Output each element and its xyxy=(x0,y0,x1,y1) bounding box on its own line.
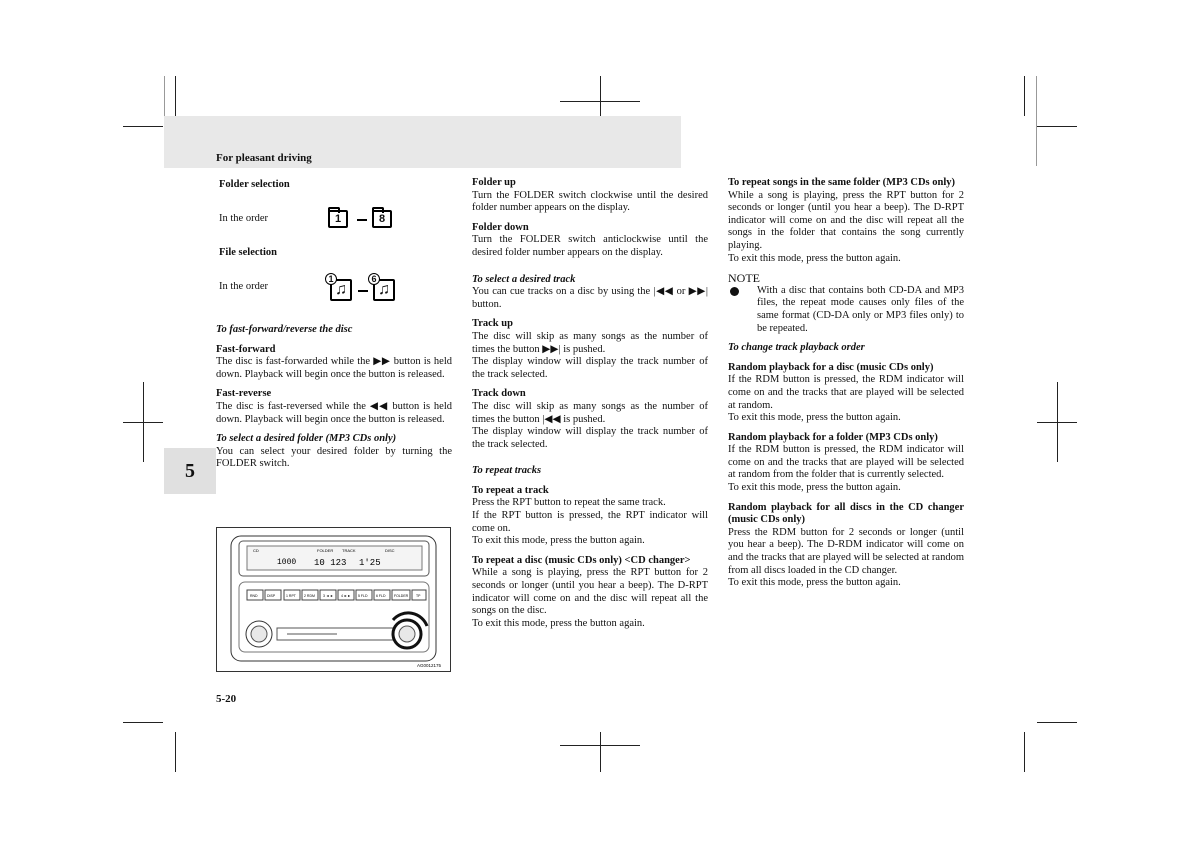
label-folder: FOLDER xyxy=(317,548,334,553)
folder-title: To select a desired folder (MP3 CDs only) xyxy=(216,433,397,445)
radio-figure xyxy=(216,527,451,672)
order-title: To change track playback order xyxy=(728,342,865,354)
svg-text:5 FLD: 5 FLD xyxy=(358,594,368,598)
rewind-icon: ◀◀ xyxy=(369,400,389,412)
folder-selection-heading: Folder selection xyxy=(219,179,290,190)
svg-text:6 FLD: 6 FLD xyxy=(376,594,386,598)
svg-text:1 RPT: 1 RPT xyxy=(286,594,296,598)
section-title: For pleasant driving xyxy=(216,152,312,164)
svg-text:4 ►►: 4 ►► xyxy=(341,594,351,598)
track-up-heading: Track up xyxy=(472,318,513,330)
svg-text:2 RDM: 2 RDM xyxy=(304,594,315,598)
previous-track-icon: |◀◀ xyxy=(542,413,561,425)
rdm-disc-text: If the RDM button is pressed, the RDM indicator will come on and the tracks that are played will be selected at random. To exit this mode, press the button again. xyxy=(728,374,964,424)
music-file-icon: ♫ xyxy=(373,279,395,301)
repeat-folder-text: While a song is playing, press the RPT button for 2 seconds or longer (until you hear a beep). The D-RPT indicator will come on and the disc will repeat all the songs in the folder that contains the song currently playing. To exit this mode, press the button again. xyxy=(728,189,964,264)
svg-text:3 ◄◄: 3 ◄◄ xyxy=(323,594,333,598)
rdm-disc-heading: Random playback for a disc (music CDs only) xyxy=(728,361,934,373)
right-column-text xyxy=(728,177,964,590)
middle-column-text xyxy=(472,177,708,630)
svg-text:DISP: DISP xyxy=(267,594,276,598)
repeat-track-text: Press the RPT button to repeat the same track. If the RPT button is pressed, the RPT indicator will come on. To exit this mode, press the button again. xyxy=(472,497,708,547)
svg-text:RND: RND xyxy=(250,594,258,598)
note-item xyxy=(728,285,964,335)
dash-icon xyxy=(358,290,368,292)
ff-text: The disc is fast-forwarded while the ▶▶ button is held down. Playback will begin once the button is released. xyxy=(216,356,453,380)
folder-icon: 8 xyxy=(372,210,392,228)
radio-buttons xyxy=(247,590,426,600)
left-column-text xyxy=(216,324,452,471)
file-selection-label: In the order xyxy=(219,281,268,292)
file-number-badge: 6 xyxy=(368,273,380,285)
fr-heading: Fast-reverse xyxy=(216,388,272,400)
repeat-disc-heading: To repeat a disc (music CDs only) <CD changer> xyxy=(472,554,691,566)
svg-text:FOLDER: FOLDER xyxy=(394,594,409,598)
next-track-icon: ▶▶| xyxy=(688,286,708,298)
svg-text:TP: TP xyxy=(416,594,421,598)
label-disc: DISC xyxy=(385,548,395,553)
folder-text: You can select your desired folder by turning the FOLDER switch. xyxy=(216,445,452,470)
fast-forward-icon: ▶▶ xyxy=(373,356,391,368)
track-down-text: The disc will skip as many songs as the number of times the button |◀◀ is pushed. xyxy=(472,400,708,425)
dash-icon xyxy=(357,219,367,221)
note-text: With a disc that contains both CD-DA and MP3 files, the repeat mode causes only files of the same format (CD-DA only or MP3 files only) to be repeated. xyxy=(757,284,964,334)
folder-up-text: Turn the FOLDER switch clockwise until the desired folder number appears on the display. xyxy=(472,189,708,214)
track-up-text: The disc will skip as many songs as the number of times the button ▶▶| is pushed. xyxy=(472,330,708,355)
previous-track-icon: |◀◀ xyxy=(653,286,674,298)
rdm-all-text: Press the RDM button for 2 seconds or longer (until you hear a beep). The D-RDM indicator will come on and the tracks that are played will be selected at random from all discs loaded in the CD changer. To exit this mode, press the button again. xyxy=(728,526,964,589)
file-number-badge: 1 xyxy=(325,273,337,285)
track-text: You can cue tracks on a disc by using the |◀◀ or ▶▶| button. xyxy=(472,286,708,310)
fr-text: The disc is fast-reversed while the ◀◀ button is held down. Playback will begin once the button is released. xyxy=(216,400,453,425)
folder-icon: 1 xyxy=(328,210,348,228)
ff-title: To fast-forward/reverse the disc xyxy=(216,324,353,335)
bullet-icon xyxy=(730,287,739,296)
label-track: TRACK xyxy=(342,548,356,553)
figure-caption: AG0012175 xyxy=(417,663,442,668)
folder-down-text: Turn the FOLDER switch anticlockwise until the desired folder number appears on the display. xyxy=(472,234,708,258)
track-down-heading: Track down xyxy=(472,388,526,400)
track-down-text-2: The display window will display the track number of the track selected. xyxy=(472,426,708,450)
music-file-icon: ♫ xyxy=(330,279,352,301)
folder-up-heading: Folder up xyxy=(472,177,516,188)
folder-selection-label: In the order xyxy=(219,213,268,224)
radio-illustration xyxy=(217,528,450,671)
repeat-title: To repeat tracks xyxy=(472,465,542,477)
page-number: 5-20 xyxy=(216,693,237,705)
label-cd: CD xyxy=(253,548,259,553)
rdm-folder-heading: Random playback for a folder (MP3 CDs only) xyxy=(728,431,938,443)
track-title: To select a desired track xyxy=(472,273,576,285)
track-up-text-2: The display window will display the track number of the track selected. xyxy=(472,356,708,380)
display-track: 10 123 xyxy=(314,558,347,568)
repeat-disc-text: While a song is playing, press the RPT button for 2 seconds or longer (until you hear a beep). The D-RPT indicator will come on and the disc will repeat all the songs on the disc. To exit this mode, press the button again. xyxy=(472,567,708,629)
note-heading: NOTE xyxy=(728,271,760,286)
display-value: 1000 xyxy=(277,558,297,567)
next-track-icon: ▶▶| xyxy=(542,343,561,355)
ff-heading: Fast-forward xyxy=(216,343,276,355)
repeat-track-heading: To repeat a track xyxy=(472,484,549,496)
rdm-folder-text: If the RDM button is pressed, the RDM indicator will come on and the tracks that are played will be selected at random from the folder that is currently selected. To exit this mode, press the button again. xyxy=(728,444,964,494)
chapter-tab: 5 xyxy=(164,448,216,494)
display-time: 1'25 xyxy=(359,558,381,568)
folder-down-heading: Folder down xyxy=(472,221,529,233)
file-selection-heading: File selection xyxy=(219,247,278,258)
rdm-all-heading: Random playback for all discs in the CD changer (music CDs only) xyxy=(728,501,964,526)
repeat-folder-heading: To repeat songs in the same folder (MP3 CDs only) xyxy=(728,177,956,188)
